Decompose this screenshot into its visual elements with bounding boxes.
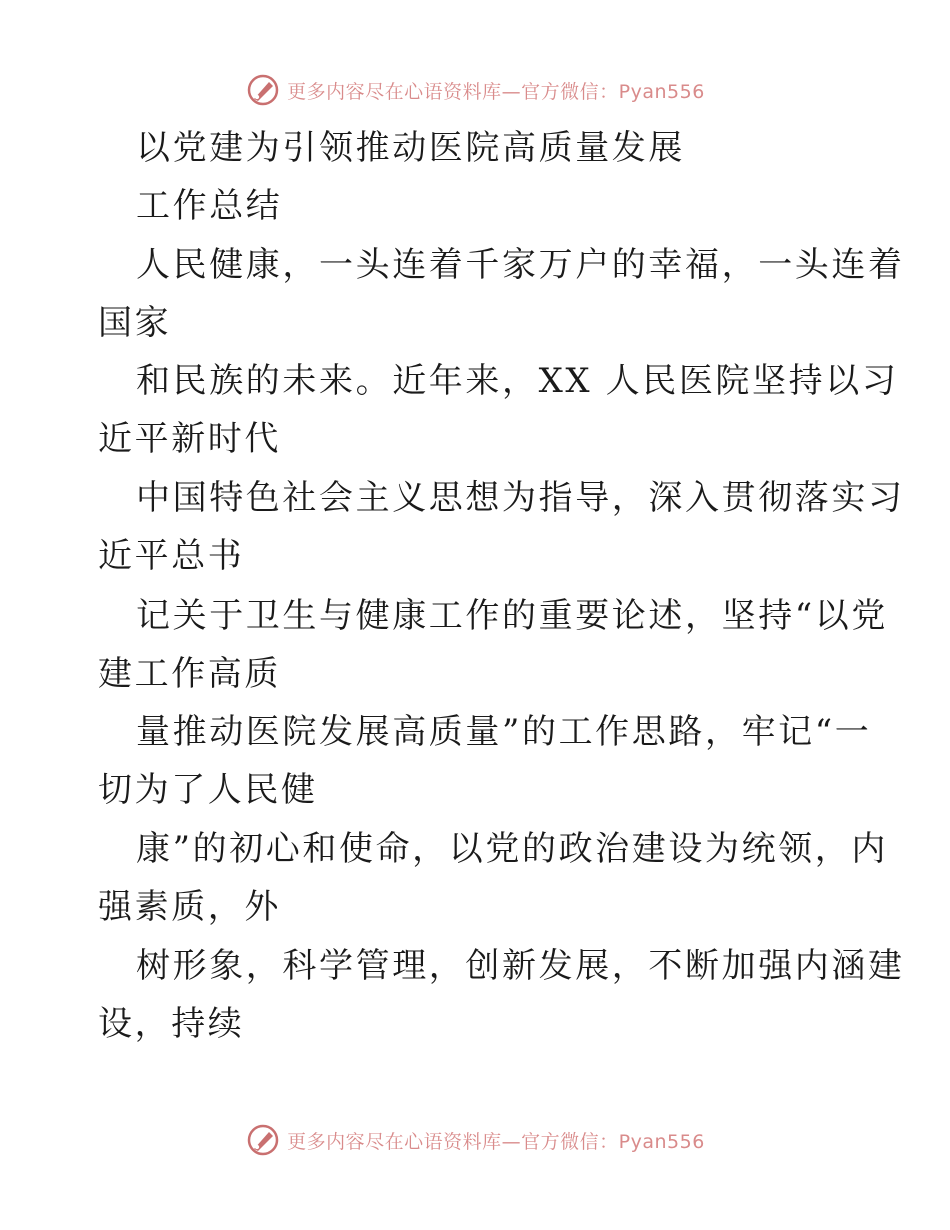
footer-watermark-text: 更多内容尽在心语资料库—官方微信：Pyan556	[287, 1130, 705, 1153]
text-line: 国家	[98, 303, 172, 343]
text-line: 树形象，科学管理，创新发展，不断加强内涵建	[136, 946, 905, 986]
text-line: 记关于卫生与健康工作的重要论述，坚持“以党	[136, 596, 888, 636]
text-line: 中国特色社会主义思想为指导，深入贯彻落实习	[136, 478, 905, 518]
document-subtitle-line: 工作总结	[136, 186, 283, 226]
text-line: 切为了人民健	[98, 770, 318, 810]
text-line: 康”的初心和使命，以党的政治建设为统领，内	[136, 829, 888, 869]
text-line: 建工作高质	[98, 654, 281, 694]
text-line: 近平新时代	[98, 419, 281, 459]
text-line: 近平总书	[98, 536, 245, 576]
text-line: 强素质，外	[98, 887, 281, 927]
header-watermark-text: 更多内容尽在心语资料库—官方微信：Pyan556	[287, 80, 705, 103]
text-line: 量推动医院发展高质量”的工作思路，牢记“一	[136, 712, 872, 752]
text-line: 人民健康，一头连着千家万户的幸福，一头连着	[136, 245, 905, 285]
text-line: 和民族的未来。近年来，XX 人民医院坚持以习	[136, 361, 899, 401]
text-line: 设，持续	[98, 1004, 245, 1044]
pen-logo-icon	[245, 1122, 281, 1158]
document-title-line: 以党建为引领推动医院高质量发展	[136, 128, 685, 168]
footer-watermark-banner	[0, 1120, 950, 1160]
